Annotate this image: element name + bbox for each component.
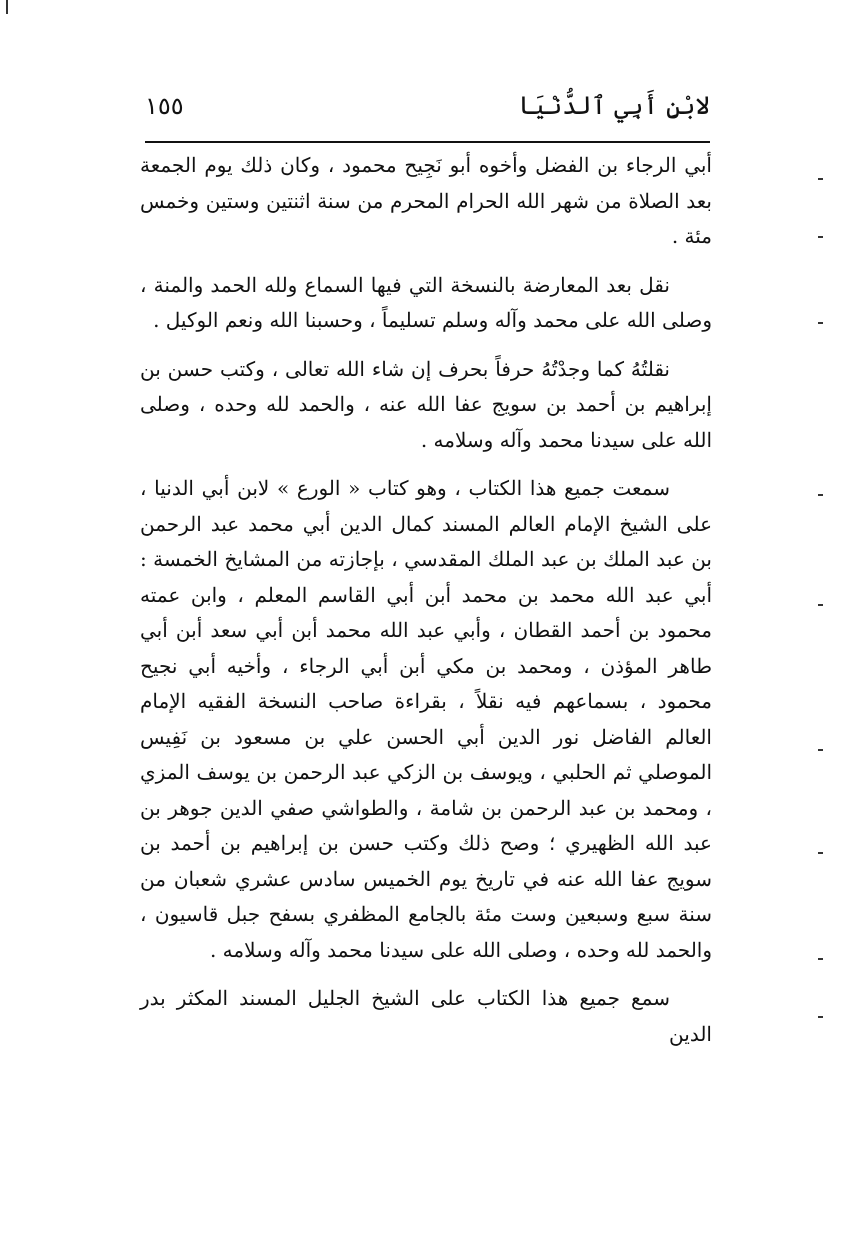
paragraph-continuation: أبي الرجاء بن الفضل وأخوه أبو نَجِيح محمود ، وكان ذلك يوم الجمعة بعد الصلاة من شهر الله الحرام المحرم من سنة اثنتين وستين وخمس مئة .: [140, 153, 712, 248]
body-text: [140, 148, 712, 1065]
margin-mark: [818, 749, 823, 751]
header-rule: [145, 141, 710, 143]
page-number: ١٥٥: [145, 92, 184, 120]
margin-mark: [818, 958, 823, 960]
scan-corner-mark: [6, 0, 8, 14]
paragraph-collation-note: نقل بعد المعارضة بالنسخة التي فيها السماع ولله الحمد والمنة ، وصلى الله على محمد وآله وسلم تسليماً ، وحسبنا الله ونعم الوكيل .: [140, 272, 712, 332]
paragraph-second-audition: سمع جميع هذا الكتاب على الشيخ الجليل المسند المكثر بدر الدين: [140, 986, 712, 1046]
page-header: [145, 86, 710, 126]
margin-mark: [818, 1016, 823, 1018]
running-title: لابْنِ أَبِي ٱلدُّنْيَا: [518, 91, 710, 120]
margin-mark: [818, 236, 823, 238]
margin-mark: [818, 494, 823, 496]
margin-mark: [818, 322, 823, 324]
margin-mark: [818, 178, 823, 180]
paragraph-audition-record: سمعت جميع هذا الكتاب ، وهو كتاب « الورع » لابن أبي الدنيا ، على الشيخ الإمام العالم المسند كمال الدين أبي محمد عبد الرحمن بن عبد الملك بن عبد الملك المقدسي ، بإجازته من المشايخ الخمسة : أبي عبد الله محمد بن محمد أبن أبي القاسم المعلم ، وابن عمته محمود بن أحمد القطان ، وأبي عبد الله محمد أبن أبي سعد أبن أبي طاهر المؤذن ، ومحمد بن مكي أبن أبي الرجاء ، وأخيه أبي نجيح محمود ، بسماعهم فيه نقلاً ، بقراءة صاحب النسخة الفقيه الإمام العالم الفاضل نور الدين أبي الحسن علي بن مسعود بن نَفِيس الموصلي ثم الحلبي ، ويوسف بن الزكي عبد الرحمن بن يوسف المزي ، ومحمد بن عبد الرحمن بن شامة ، والطواشي صفي الدين جوهر بن عبد الله الظهيري ؛ وصح ذلك وكتب حسن بن إبراهيم بن أحمد بن سويج عفا الله عنه في تاريخ يوم الخميس سادس عشري شعبان من سنة سبع وسبعين وست مئة بالجامع المظفري بسفح جبل قاسيون ، والحمد لله وحده ، وصلى الله على سيدنا محمد وآله وسلامه .: [140, 476, 713, 962]
margin-mark: [818, 604, 823, 606]
margin-mark: [818, 852, 823, 854]
paragraph-copyist-note: نقلتُهُ كما وجدْتُهُ حرفاً بحرف إن شاء الله تعالى ، وكتب حسن بن إبراهيم بن أحمد بن سويج عفا الله عنه ، والحمد لله وحده ، وصلى الله على سيدنا محمد وآله وسلامه .: [140, 356, 712, 452]
